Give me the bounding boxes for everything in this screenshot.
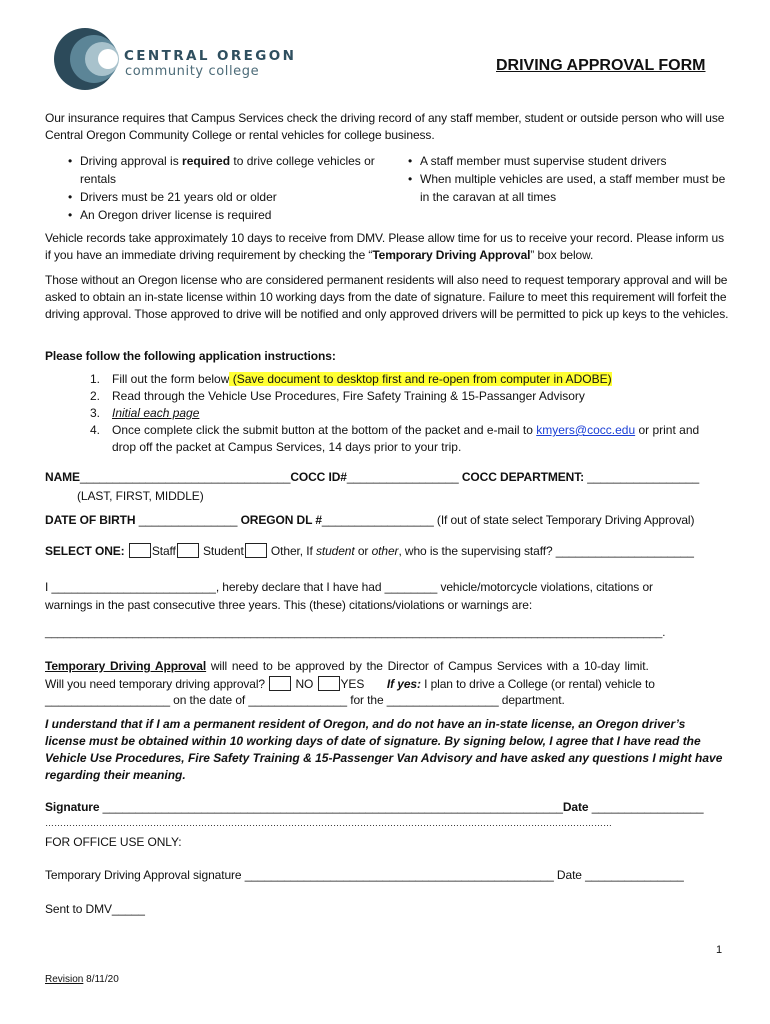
name-field[interactable]: ________________________________ xyxy=(79,470,291,484)
logo-line1: CENTRAL OREGON xyxy=(124,48,297,64)
signature-row: Signature ______________________________________________________________________Date _________________ xyxy=(45,800,704,814)
temp-approval-line1: Temporary Driving Approval will need to be approved by the Director of Campus Services with a 10-day limit. xyxy=(45,659,649,673)
student-checkbox[interactable] xyxy=(177,543,199,558)
sent-to-dmv-row[interactable]: Sent to DMV_____ xyxy=(45,902,145,916)
statement-paragraph: I understand that if I am a permanent resident of Oregon, and do not have an in-state license, an Oregon driver’s license must be obtained within 10 working days of date of signature. By signing below, I agree that I have read the Vehicle Use Procedures, Fire Safety Training & 15-Passenger Van Advisory and have asked any questions I might have regarding their meaning. xyxy=(45,717,723,782)
license-paragraph: Those without an Oregon license who are considered permanent residents will also need to request temporary approval and will be asked to obtain an in-state license within 10 working days from the date of signature. Failure to meet this requirement will forfeit the driving approval. Those approved to drive will be notified and only approved drivers will be permitted to pick up keys to the vehicles. xyxy=(45,273,729,321)
declaration-line2: warnings in the past consecutive three years. This (these) citations/violations or warnings are: xyxy=(45,598,533,612)
list-item: 3. Initial each page xyxy=(90,406,200,420)
name-row: NAME________________________________COCC ID#_________________ COCC DEPARTMENT: _________________ xyxy=(45,470,700,484)
list-item: 4. Once complete click the submit button at the bottom of the packet and e-mail to kmyers@cocc.edu or print and drop off the packet at Campus Services, 14 days prior to your trip. xyxy=(90,423,700,454)
instructions-heading: Please follow the following application instructions: xyxy=(45,349,336,363)
dob-field[interactable]: _______________ xyxy=(135,513,241,527)
temp-approval-line3[interactable]: ___________________ on the date of _______________ for the _________________ department. xyxy=(45,693,565,707)
staff-checkbox[interactable] xyxy=(129,543,151,558)
logo-line2: community college xyxy=(125,64,260,79)
office-use-heading: FOR OFFICE USE ONLY: xyxy=(45,835,182,849)
list-item: 2. Read through the Vehicle Use Procedures, Fire Safety Training & 15-Passanger Advisory xyxy=(90,389,585,403)
oregon-dl-field[interactable]: _________________ xyxy=(321,513,434,527)
department-field[interactable]: _________________ xyxy=(587,470,700,484)
highlighted-note: (Save document to desktop first and re-open from computer in ADOBE) xyxy=(229,372,612,386)
list-item: • When multiple vehicles are used, a staff member must be in the caravan at all times xyxy=(406,170,730,206)
instructions-list xyxy=(90,371,715,456)
signature-date-field[interactable]: _________________ xyxy=(588,800,704,814)
intro-paragraph: Our insurance requires that Campus Services check the driving record of any staff member, student or outside person who will use Central Oregon Community College or rental vehicles for college business. xyxy=(45,111,725,142)
temp-approval-signature-row[interactable]: Temporary Driving Approval signature _______________________________________________ Date _______________ xyxy=(45,868,684,882)
violations-field[interactable]: ___________________________________________________________________________________________________. xyxy=(45,627,666,639)
page-number: 1 xyxy=(716,944,723,956)
list-item: • Driving approval is required to drive college vehicles or rentals xyxy=(66,152,384,188)
dob-row: DATE OF BIRTH _______________ OREGON DL #_________________ (If out of state select Temporary Driving Approval) xyxy=(45,513,695,527)
signature-field[interactable]: ______________________________________________________________________ xyxy=(99,800,563,814)
select-one-row: SELECT ONE: Staff Student Other, If student or other, who is the supervising staff? _____________________ xyxy=(45,544,694,558)
temp-yes-checkbox[interactable] xyxy=(318,676,340,691)
list-item: • A staff member must supervise student drivers xyxy=(406,152,730,170)
email-link[interactable]: kmyers@cocc.edu xyxy=(536,423,636,437)
temp-approval-line2: Will you need temporary driving approval? NO YES If yes: I plan to drive a College (or rental) vehicle to xyxy=(45,677,655,691)
college-logo xyxy=(52,26,312,92)
list-item: • Drivers must be 21 years old or older xyxy=(66,188,384,206)
revision-note: Revision 8/11/20 xyxy=(45,974,119,985)
temp-no-checkbox[interactable] xyxy=(269,676,291,691)
list-item: 1. Fill out the form below (Save document to desktop first and re-open from computer in ADOBE) xyxy=(90,372,612,386)
other-checkbox[interactable] xyxy=(245,543,267,558)
dmv-paragraph: Vehicle records take approximately 10 days to receive from DMV. Please allow time for us to receive your record. Please inform us if you have an immediate driving requirement by checking the “Temporary Driving Approval” box below. xyxy=(45,231,724,262)
declaration-line1[interactable]: I _________________________, hereby declare that I have had ________ vehicle/motorcycle violations, citations or xyxy=(45,580,653,594)
requirements-list-left xyxy=(66,152,384,224)
name-hint: (LAST, FIRST, MIDDLE) xyxy=(77,489,204,503)
page-title: DRIVING APPROVAL FORM xyxy=(496,57,706,74)
cocc-id-field[interactable]: _________________ xyxy=(346,470,459,484)
list-item: • An Oregon driver license is required xyxy=(66,206,384,224)
logo-emblem-icon xyxy=(52,26,122,92)
dotted-divider: ……………………………………………………………………………………………………………………………………………………………………… xyxy=(45,818,612,828)
requirements-list-right xyxy=(406,152,730,206)
